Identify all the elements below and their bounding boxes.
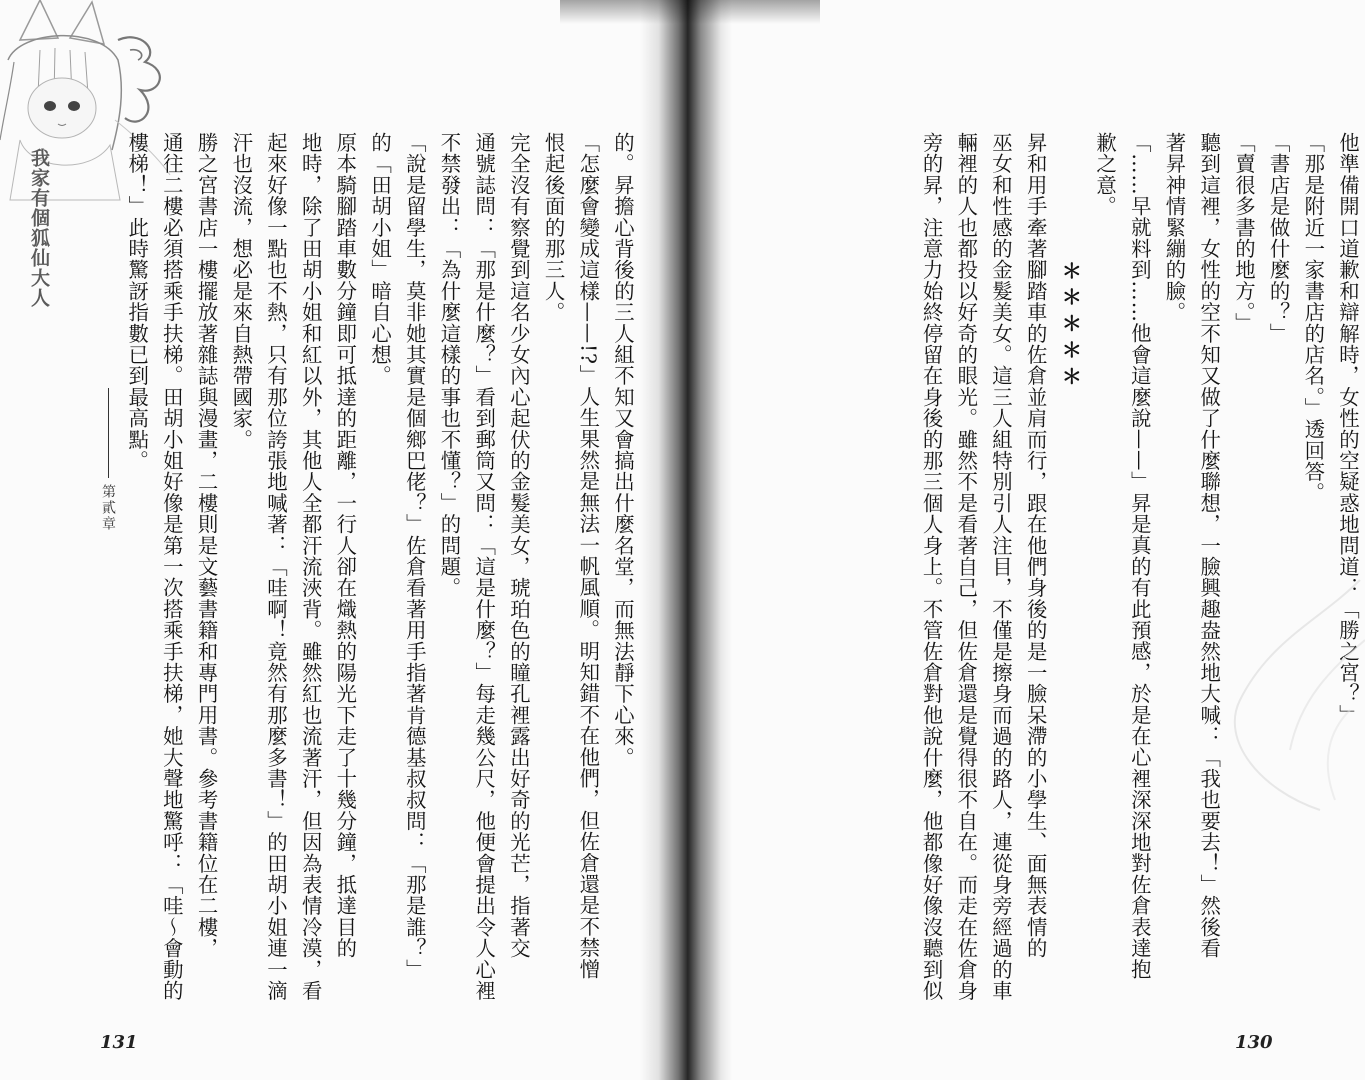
text-column: 「說是留學生，莫非她其實是個鄉巴佬？」佐倉看著用手指著肯德基叔叔問：「那是誰？」 xyxy=(402,132,427,980)
text-column: 聽到這裡，女性的空不知又做了什麼聯想，一臉興趣盎然地大喊：「我也要去！」然後看 xyxy=(1197,132,1222,959)
text-column: 樓梯！」此時驚訝指數已到最高點。 xyxy=(125,132,150,472)
text-column: 汗也沒流，想必是來自熱帶國家。 xyxy=(229,132,254,450)
text-column: 起來好像一點也不熱，只有那位誇張地喊著：「哇啊！竟然有那麼多書！」的田胡小姐連一滴 xyxy=(263,132,288,1002)
text-column: 通號誌問：「那是什麼？」看到郵筒又問：「這是什麼？」每走幾公尺，他便會提出令人心裡 xyxy=(472,132,497,1002)
text-column: 輛裡的人也都投以好奇的眼光。雖然不是看著自己，但佐倉還是覺得很不自在。而走在佐倉身 xyxy=(954,132,979,1002)
text-column: 昇和用手牽著腳踏車的佐倉並肩而行，跟在他們身後的是一臉呆滯的小學生、面無表情的 xyxy=(1023,132,1048,959)
text-column: 恨起後面的那三人。 xyxy=(541,132,566,323)
text-column: 巫女和性感的金髮美女。這三人組特別引人注目，不僅是擦身而過的路人，連從身旁經過的車 xyxy=(988,132,1013,1002)
page-left xyxy=(0,0,682,1080)
text-column: 「……早就料到……他會這麼說——」昇是真的有此預感，於是在心裡深深地對佐倉表達抱 xyxy=(1127,132,1152,980)
text-column: 「賣很多書的地方。」 xyxy=(1231,132,1256,334)
left-page-text xyxy=(48,132,640,1032)
text-column: 的。昇擔心背後的三人組不知又會搞出什麼名堂，而無法靜下心來。 xyxy=(611,132,635,768)
text-column: 「怎麼會變成這樣——!?」人生果然是無法一帆風順。明知錯不在他們，但佐倉還是不禁憎 xyxy=(576,132,601,980)
page-number: 131 xyxy=(100,1032,138,1053)
text-column: 勝之宮書店一樓擺放著雜誌與漫畫，二樓則是文藝書籍和專門用書。參考書籍位在二樓， xyxy=(194,132,219,959)
text-column: 的「田胡小姐」暗自心想。 xyxy=(368,132,393,387)
text-column: 著昇神情緊繃的臉。 xyxy=(1162,132,1187,323)
text-column: 地時，除了田胡小姐和紅以外，其他人全都汗流浹背。雖然紅也流著汗，但因為表情冷漠，看 xyxy=(298,132,323,1002)
page-number: 130 xyxy=(1235,1032,1273,1053)
text-column: 原本騎腳踏車數分鐘即可抵達的距離，一行人卻在熾熱的陽光下走了十幾分鐘，抵達目的 xyxy=(333,132,358,959)
chapter-label: 第貳章 xyxy=(100,484,116,532)
text-column: 不禁發出：「為什麼這樣的事也不懂？」的問題。 xyxy=(437,132,462,599)
text-column: 完全沒有察覺到這名少女內心起伏的金髮美女，琥珀色的瞳孔裡露出好奇的光芒，指著交 xyxy=(506,132,531,959)
text-column: 旁的昇，注意力始終停留在身後的那三個人身上。不管佐倉對他說什麼，他都像好像沒聽到似 xyxy=(919,132,944,1002)
text-column: 「書店是做什麼的？」 xyxy=(1266,132,1291,344)
text-column: 歉之意。 xyxy=(1093,132,1118,217)
page-right xyxy=(682,0,1365,1080)
text-column: 「那是附近一家書店的店名。」透回答。 xyxy=(1301,132,1326,504)
text-column: 通往二樓必須搭乘手扶梯。田胡小姐好像是第一次搭乘手扶梯，她大聲地驚呼：「哇～會動的 xyxy=(159,132,184,1002)
background-watermark-art xyxy=(1120,560,1365,840)
text-column: 他準備開口道歉和辯解時，女性的空疑惑地問道：「勝之宮？」 xyxy=(1336,132,1360,726)
series-title: 我家有個狐仙大人 xyxy=(28,148,50,308)
scene-break: ＊＊＊＊＊ xyxy=(1058,260,1083,392)
